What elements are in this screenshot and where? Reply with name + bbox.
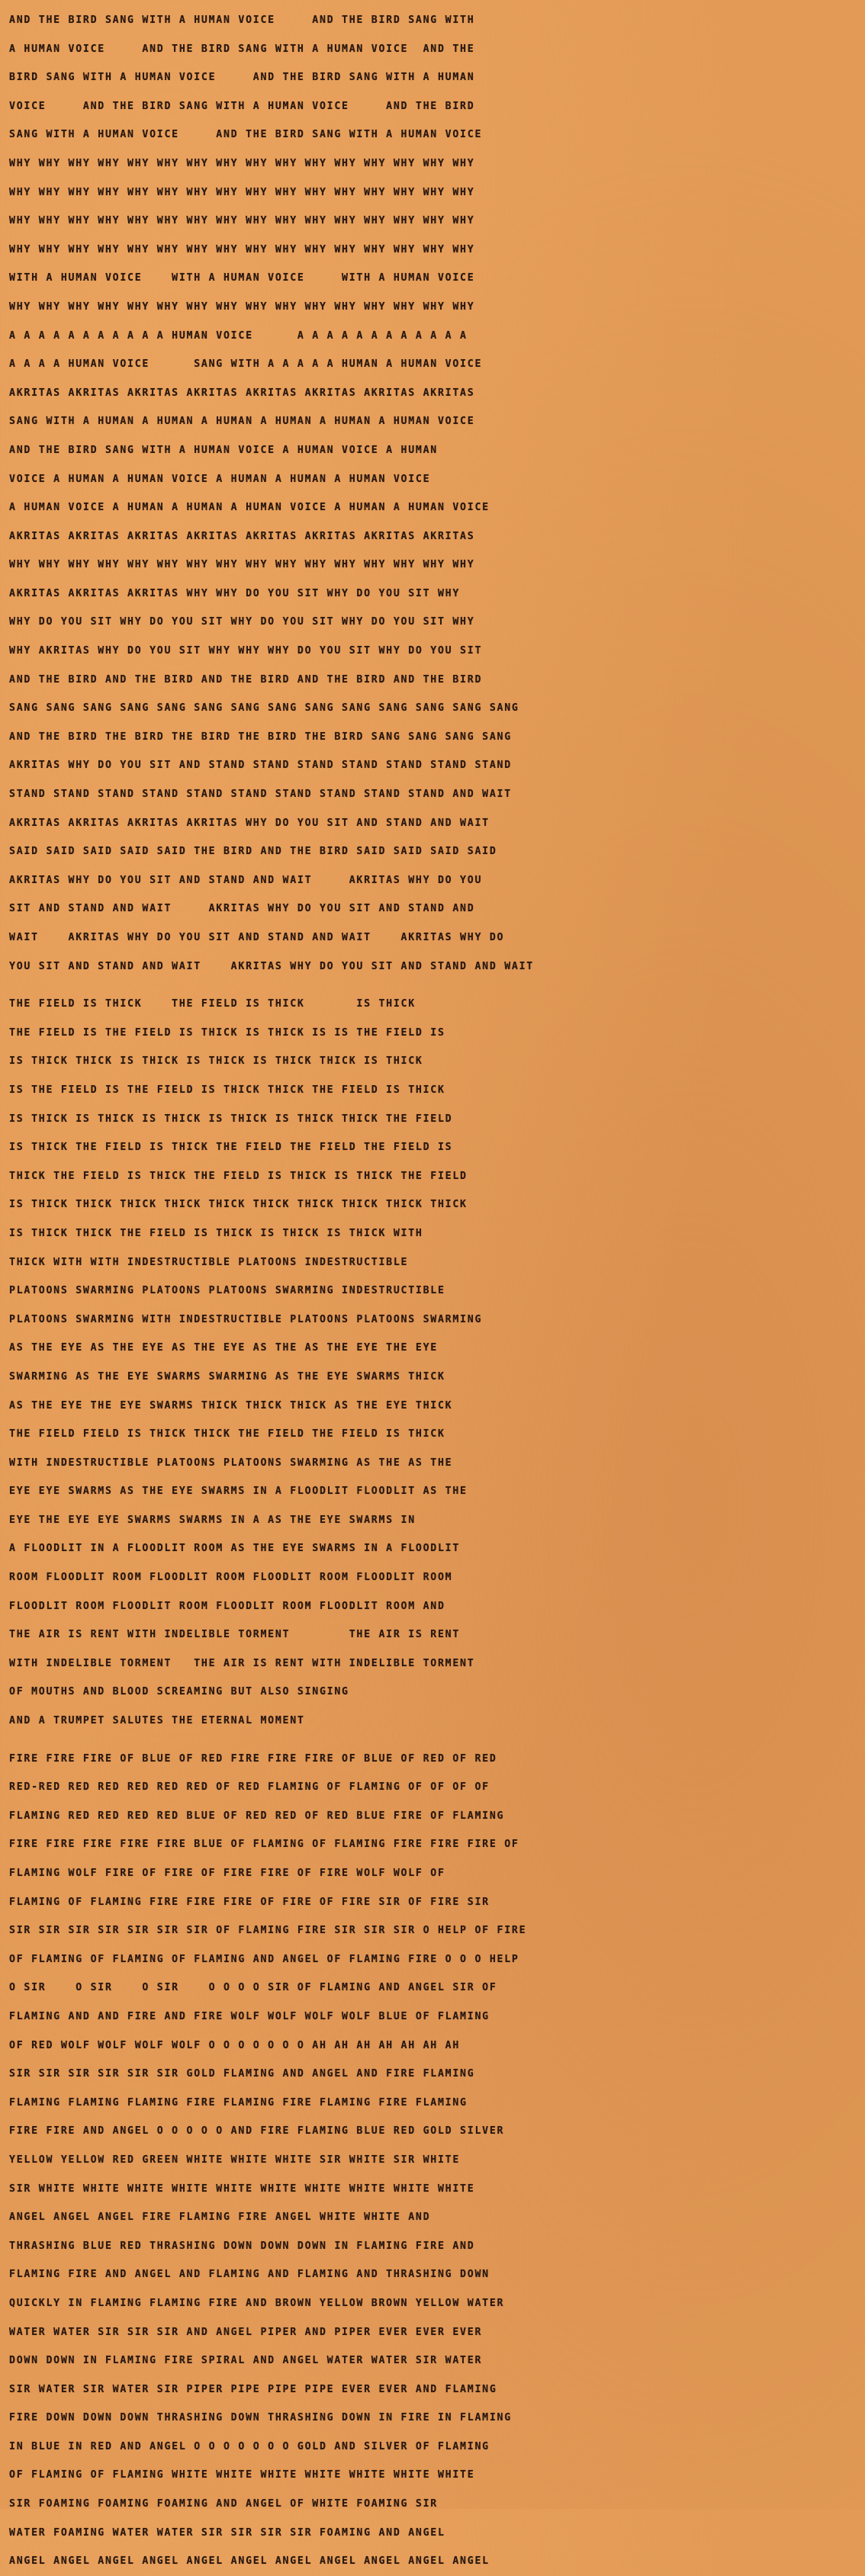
poem-line: WHY WHY WHY WHY WHY WHY WHY WHY WHY WHY WHY WHY WHY WHY WHY WHY	[9, 215, 475, 227]
poem-line: AKRITAS WHY DO YOU SIT AND STAND STAND STAND STAND STAND STAND STAND	[9, 760, 512, 772]
poem-line: AKRITAS AKRITAS AKRITAS AKRITAS AKRITAS AKRITAS AKRITAS AKRITAS	[9, 387, 475, 399]
poem-line: THE FIELD IS THICK THE FIELD IS THICK IS THICK	[9, 998, 416, 1010]
poem-line: WHY DO YOU SIT WHY DO YOU SIT WHY DO YOU SIT WHY DO YOU SIT WHY	[9, 616, 475, 628]
poem-line: A HUMAN VOICE AND THE BIRD SANG WITH A HUMAN VOICE AND THE	[9, 43, 475, 55]
poem-line: A FLOODLIT IN A FLOODLIT ROOM AS THE EYE SWARMS IN A FLOODLIT	[9, 1543, 461, 1555]
poem-line: AKRITAS AKRITAS AKRITAS AKRITAS WHY DO YOU SIT AND STAND AND WAIT	[9, 817, 490, 829]
poem-line: BIRD SANG WITH A HUMAN VOICE AND THE BIRD SANG WITH A HUMAN	[9, 72, 475, 84]
poem-line: QUICKLY IN FLAMING FLAMING FIRE AND BROWN YELLOW BROWN YELLOW WATER	[9, 2297, 505, 2309]
poem-line: AKRITAS AKRITAS AKRITAS AKRITAS AKRITAS AKRITAS AKRITAS AKRITAS	[9, 530, 475, 542]
poem-line: OF FLAMING OF FLAMING OF FLAMING AND ANGEL OF FLAMING FIRE O O O HELP	[9, 1953, 519, 1965]
poem-line: ROOM FLOODLIT ROOM FLOODLIT ROOM FLOODLIT ROOM FLOODLIT ROOM	[9, 1572, 453, 1584]
poem-line: AKRITAS AKRITAS AKRITAS WHY WHY DO YOU SIT WHY DO YOU SIT WHY	[9, 587, 461, 599]
poem-line: DOWN DOWN IN FLAMING FIRE SPIRAL AND ANGEL WATER WATER SIR WATER	[9, 2355, 483, 2367]
poem-line: SIR WATER SIR WATER SIR PIPER PIPE PIPE PIPE EVER EVER AND FLAMING	[9, 2383, 497, 2395]
poem-stanza	[9, 1745, 857, 2576]
poem-line: AND A TRUMPET SALUTES THE ETERNAL MOMENT	[9, 1715, 305, 1727]
poem-line: FIRE FIRE FIRE FIRE FIRE BLUE OF FLAMING OF FLAMING FIRE FIRE FIRE OF	[9, 1839, 519, 1851]
poem-line: STAND STAND STAND STAND STAND STAND STAND STAND STAND STAND AND WAIT	[9, 789, 512, 801]
poem-line: FIRE FIRE FIRE OF BLUE OF RED FIRE FIRE FIRE OF BLUE OF RED OF RED	[9, 1752, 497, 1765]
poem-line: SIT AND STAND AND WAIT AKRITAS WHY DO YOU SIT AND STAND AND	[9, 903, 475, 915]
poem-line: WHY WHY WHY WHY WHY WHY WHY WHY WHY WHY WHY WHY WHY WHY WHY WHY	[9, 186, 475, 198]
poem-line: OF MOUTHS AND BLOOD SCREAMING BUT ALSO SINGING	[9, 1686, 349, 1698]
poem-line: SWARMING AS THE EYE SWARMS SWARMING AS THE EYE SWARMS THICK	[9, 1370, 445, 1383]
poem-line: FLAMING OF FLAMING FIRE FIRE FIRE OF FIRE OF FIRE SIR OF FIRE SIR	[9, 1896, 490, 1908]
poem-line: FLAMING FLAMING FLAMING FIRE FLAMING FIRE FLAMING FIRE FLAMING	[9, 2096, 468, 2109]
poem-line: THICK WITH WITH INDESTRUCTIBLE PLATOONS INDESTRUCTIBLE	[9, 1256, 409, 1268]
poem-line: WHY AKRITAS WHY DO YOU SIT WHY WHY WHY DO YOU SIT WHY DO YOU SIT	[9, 645, 483, 657]
poem-line: EYE EYE SWARMS AS THE EYE SWARMS IN A FLOODLIT FLOODLIT AS THE	[9, 1486, 468, 1498]
poem-line: IS THICK IS THICK IS THICK IS THICK IS THICK THICK THE FIELD	[9, 1113, 453, 1125]
poem-line: AND THE BIRD AND THE BIRD AND THE BIRD AND THE BIRD AND THE BIRD	[9, 673, 483, 686]
poem-line: SIR SIR SIR SIR SIR SIR SIR OF FLAMING FIRE SIR SIR SIR O HELP OF FIRE	[9, 1925, 527, 1937]
poem-line: IS THE FIELD IS THE FIELD IS THICK THICK THE FIELD IS THICK	[9, 1084, 445, 1096]
poem-line: FIRE FIRE AND ANGEL O O O O O AND FIRE FLAMING BLUE RED GOLD SILVER	[9, 2125, 505, 2138]
poem-line: THE AIR IS RENT WITH INDELIBLE TORMENT THE AIR IS RENT	[9, 1629, 461, 1641]
poem-line: WHY WHY WHY WHY WHY WHY WHY WHY WHY WHY WHY WHY WHY WHY WHY WHY	[9, 243, 475, 255]
poem-line: PLATOONS SWARMING WITH INDESTRUCTIBLE PLATOONS PLATOONS SWARMING	[9, 1313, 483, 1325]
poem-line: SANG WITH A HUMAN A HUMAN A HUMAN A HUMAN A HUMAN A HUMAN VOICE	[9, 416, 475, 428]
poem-line: SANG WITH A HUMAN VOICE AND THE BIRD SANG WITH A HUMAN VOICE	[9, 129, 483, 141]
poem-line: AND THE BIRD THE BIRD THE BIRD THE BIRD THE BIRD SANG SANG SANG SANG	[9, 731, 512, 743]
poem-line: FLOODLIT ROOM FLOODLIT ROOM FLOODLIT ROOM FLOODLIT ROOM AND	[9, 1600, 445, 1612]
poem-line: THE FIELD IS THE FIELD IS THICK IS THICK IS IS THE FIELD IS	[9, 1026, 445, 1039]
poem-text	[9, 6, 857, 2576]
poem-line: FIRE DOWN DOWN DOWN THRASHING DOWN THRASHING DOWN IN FIRE IN FLAMING	[9, 2412, 512, 2424]
poem-line: A A A A HUMAN VOICE SANG WITH A A A A A HUMAN A HUMAN VOICE	[9, 358, 483, 371]
poem-line: WITH INDESTRUCTIBLE PLATOONS PLATOONS SWARMING AS THE AS THE	[9, 1457, 453, 1469]
poem-line: ANGEL ANGEL ANGEL FIRE FLAMING FIRE ANGEL WHITE WHITE AND	[9, 2211, 431, 2224]
poem-line: YOU SIT AND STAND AND WAIT AKRITAS WHY DO YOU SIT AND STAND AND WAIT	[9, 960, 534, 972]
poem-line: AS THE EYE AS THE EYE AS THE EYE AS THE AS THE EYE THE EYE	[9, 1342, 438, 1354]
poem-line: A A A A A A A A A A A HUMAN VOICE A A A A A A A A A A A A	[9, 329, 468, 342]
poem-line: YELLOW YELLOW RED GREEN WHITE WHITE WHITE SIR WHITE SIR WHITE	[9, 2154, 461, 2166]
poem-line: O SIR O SIR O SIR O O O O SIR OF FLAMING AND ANGEL SIR OF	[9, 1982, 497, 1994]
poem-line: IS THICK THICK THE FIELD IS THICK IS THICK IS THICK WITH	[9, 1227, 423, 1239]
poem-line: VOICE A HUMAN A HUMAN VOICE A HUMAN A HUMAN A HUMAN VOICE	[9, 473, 431, 485]
poem-line: SIR WHITE WHITE WHITE WHITE WHITE WHITE WHITE WHITE WHITE WHITE	[9, 2183, 475, 2195]
poem-line: RED-RED RED RED RED RED RED OF RED FLAMING OF FLAMING OF OF OF OF	[9, 1781, 490, 1794]
poem-line: THRASHING BLUE RED THRASHING DOWN DOWN DOWN IN FLAMING FIRE AND	[9, 2240, 475, 2252]
poem-line: THE FIELD FIELD IS THICK THICK THE FIELD THE FIELD IS THICK	[9, 1428, 445, 1441]
poem-line: FLAMING AND AND FIRE AND FIRE WOLF WOLF WOLF WOLF BLUE OF FLAMING	[9, 2010, 490, 2022]
poem-line: A HUMAN VOICE A HUMAN A HUMAN A HUMAN VOICE A HUMAN A HUMAN VOICE	[9, 502, 490, 514]
poem-line: SIR FOAMING FOAMING FOAMING AND ANGEL OF WHITE FOAMING SIR	[9, 2498, 438, 2510]
poem-line: WHY WHY WHY WHY WHY WHY WHY WHY WHY WHY WHY WHY WHY WHY WHY WHY	[9, 157, 475, 169]
poem-line: OF RED WOLF WOLF WOLF WOLF O O O O O O O AH AH AH AH AH AH AH	[9, 2039, 461, 2051]
poem-line: SIR SIR SIR SIR SIR SIR GOLD FLAMING AND ANGEL AND FIRE FLAMING	[9, 2068, 475, 2080]
poem-line: IS THICK THICK IS THICK IS THICK IS THICK THICK IS THICK	[9, 1055, 423, 1068]
poem-line: PLATOONS SWARMING PLATOONS PLATOONS SWARMING INDESTRUCTIBLE	[9, 1285, 445, 1297]
poem-line: WITH A HUMAN VOICE WITH A HUMAN VOICE WITH A HUMAN VOICE	[9, 272, 475, 284]
poem-line: THICK THE FIELD IS THICK THE FIELD IS THICK IS THICK THE FIELD	[9, 1170, 468, 1182]
poem-line: AND THE BIRD SANG WITH A HUMAN VOICE A HUMAN VOICE A HUMAN	[9, 444, 438, 456]
poem-line: WHY WHY WHY WHY WHY WHY WHY WHY WHY WHY WHY WHY WHY WHY WHY WHY	[9, 559, 475, 571]
poem-line: WITH INDELIBLE TORMENT THE AIR IS RENT WITH INDELIBLE TORMENT	[9, 1657, 475, 1669]
poem-line: IS THICK THE FIELD IS THICK THE FIELD THE FIELD THE FIELD IS	[9, 1142, 453, 1154]
poem-line: EYE THE EYE EYE SWARMS SWARMS IN A AS THE EYE SWARMS IN	[9, 1514, 416, 1526]
poem-line: IS THICK THICK THICK THICK THICK THICK THICK THICK THICK THICK	[9, 1199, 468, 1211]
poem-line: WATER FOAMING WATER WATER SIR SIR SIR SIR FOAMING AND ANGEL	[9, 2526, 445, 2539]
poem-line: FLAMING WOLF FIRE OF FIRE OF FIRE FIRE OF FIRE WOLF WOLF OF	[9, 1868, 445, 1879]
poem-line: ANGEL ANGEL ANGEL ANGEL ANGEL ANGEL ANGEL ANGEL ANGEL ANGEL ANGEL	[9, 2555, 490, 2568]
poem-line: FLAMING RED RED RED RED BLUE OF RED RED OF RED BLUE FIRE OF FLAMING	[9, 1810, 505, 1822]
poem-line: AND THE BIRD SANG WITH A HUMAN VOICE AND THE BIRD SANG WITH	[9, 14, 475, 26]
poem-line: WAIT AKRITAS WHY DO YOU SIT AND STAND AND WAIT AKRITAS WHY DO	[9, 932, 505, 943]
poem-stanza	[9, 6, 857, 981]
poem-line: OF FLAMING OF FLAMING WHITE WHITE WHITE WHITE WHITE WHITE WHITE	[9, 2469, 475, 2481]
poem-line: SANG SANG SANG SANG SANG SANG SANG SANG SANG SANG SANG SANG SANG SANG	[9, 702, 519, 715]
poem-line: WHY WHY WHY WHY WHY WHY WHY WHY WHY WHY WHY WHY WHY WHY WHY WHY	[9, 300, 475, 313]
poem-line: WATER WATER SIR SIR SIR AND ANGEL PIPER AND PIPER EVER EVER EVER	[9, 2326, 483, 2338]
poem-line: SAID SAID SAID SAID SAID THE BIRD AND THE BIRD SAID SAID SAID SAID	[9, 846, 497, 858]
poem-stanza	[9, 990, 857, 1735]
poem-line: VOICE AND THE BIRD SANG WITH A HUMAN VOICE AND THE BIRD	[9, 100, 475, 112]
poem-line: AKRITAS WHY DO YOU SIT AND STAND AND WAIT AKRITAS WHY DO YOU	[9, 874, 483, 886]
poem-line: AS THE EYE THE EYE SWARMS THICK THICK THICK AS THE EYE THICK	[9, 1399, 453, 1412]
poem-line: IN BLUE IN RED AND ANGEL O O O O O O O GOLD AND SILVER OF FLAMING	[9, 2440, 490, 2452]
poem-line: FLAMING FIRE AND ANGEL AND FLAMING AND FLAMING AND THRASHING DOWN	[9, 2269, 490, 2281]
